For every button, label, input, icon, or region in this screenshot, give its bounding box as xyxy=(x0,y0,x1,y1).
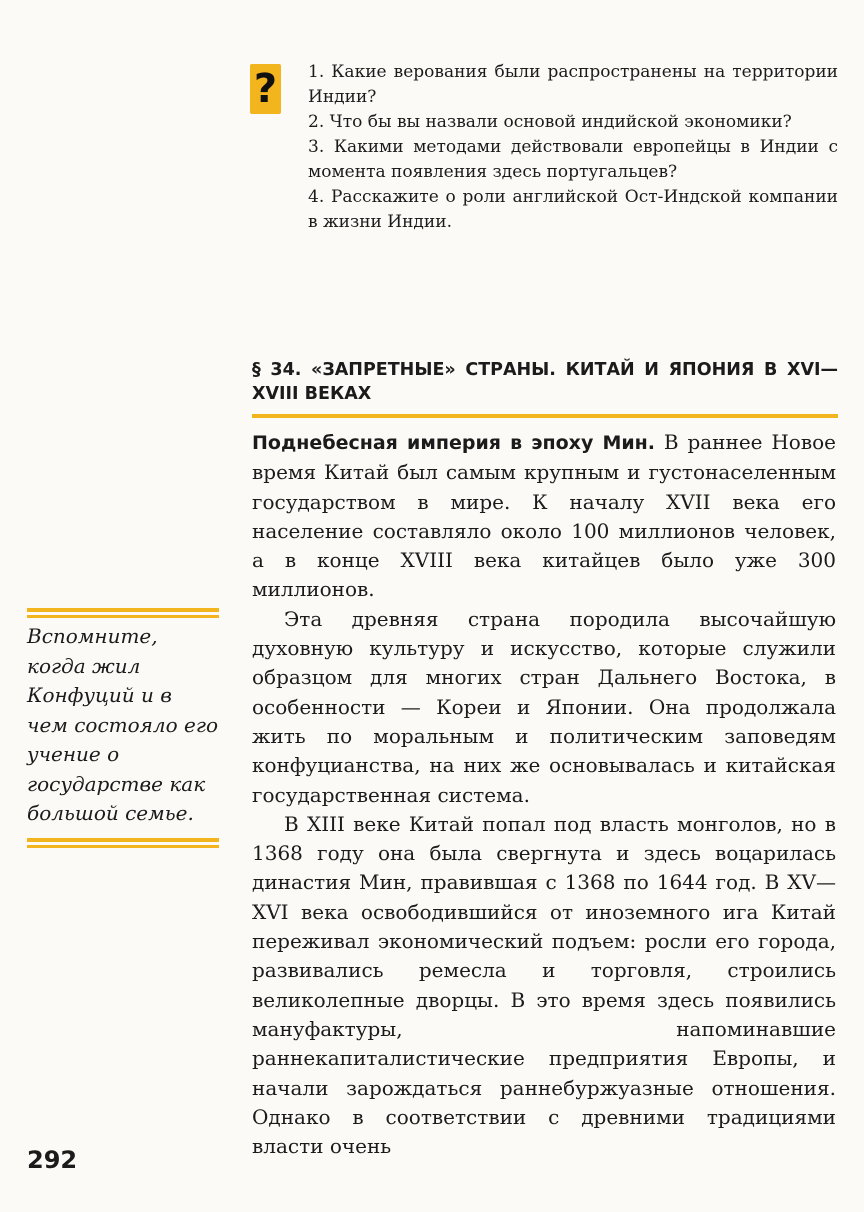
margin-note-bottom-rule xyxy=(27,838,219,842)
margin-note-top-rule-2 xyxy=(27,615,219,618)
section-title: § 34. «ЗАПРЕТНЫЕ» СТРАНЫ. КИТАЙ И ЯПОНИЯ В XVI—XVIII ВЕКАХ xyxy=(252,360,838,404)
paragraph: Эта древняя страна породила высочайшую духовную культуру и искусство, которые служили образцом для многих стран Дальнего Востока, в особенности — Кореи и Японии. Она продолжала жить по моральным и политическим заповедям конфуцианства, на них же основывалась и китайская государственная система. xyxy=(252,606,836,807)
margin-note: Вспомните, когда жил Конфуций и в чем состояло его учение о государстве как большой семье. xyxy=(27,624,219,825)
question-mark-icon: ? xyxy=(250,64,281,114)
paragraph: В XIII веке Китай попал под власть монголов, но в 1368 году она была свергнута и здесь воцарилась династия Мин, правившая с 1368 по 1644 год. В XV—XVI века освободившийся от иноземного ига Китай переживал экономический подъем: росли его города, развивались ремесла и торговля, строились великолепные дворцы. В это время здесь появились мануфактуры, напоминавшие раннекапиталистические предприятия Европы, и начали зарождаться раннебуржуазные отношения. Однако в соответствии с древними традициями власти очень xyxy=(252,811,836,1159)
main-text xyxy=(252,428,836,1161)
section-divider xyxy=(252,414,838,418)
subsection-heading: Поднебесная империя в эпоху Мин. xyxy=(252,432,656,454)
margin-note-top-rule xyxy=(27,608,219,612)
paragraph-text: В раннее Новое время Китай был самым крупным и густонаселенным государством в мире. К началу XVII века его население составляло около 100 миллионов человек, а в конце XVIII века китайцев было уже 300 миллионов. xyxy=(252,430,836,602)
paragraph xyxy=(252,428,836,605)
review-questions xyxy=(308,60,838,235)
margin-note-bottom-rule-2 xyxy=(27,845,219,848)
page-number: 292 xyxy=(27,1146,78,1174)
question-item: 4. Расскажите о роли английской Ост-Индской компании в жизни Индии. xyxy=(308,187,838,232)
question-item: 3. Какими методами действовали европейцы в Индии с момента появления здесь португальцев? xyxy=(308,137,838,182)
question-item: 1. Какие верования были распространены на территории Индии? xyxy=(308,62,838,107)
question-item: 2. Что бы вы назвали основой индийской экономики? xyxy=(308,112,792,132)
